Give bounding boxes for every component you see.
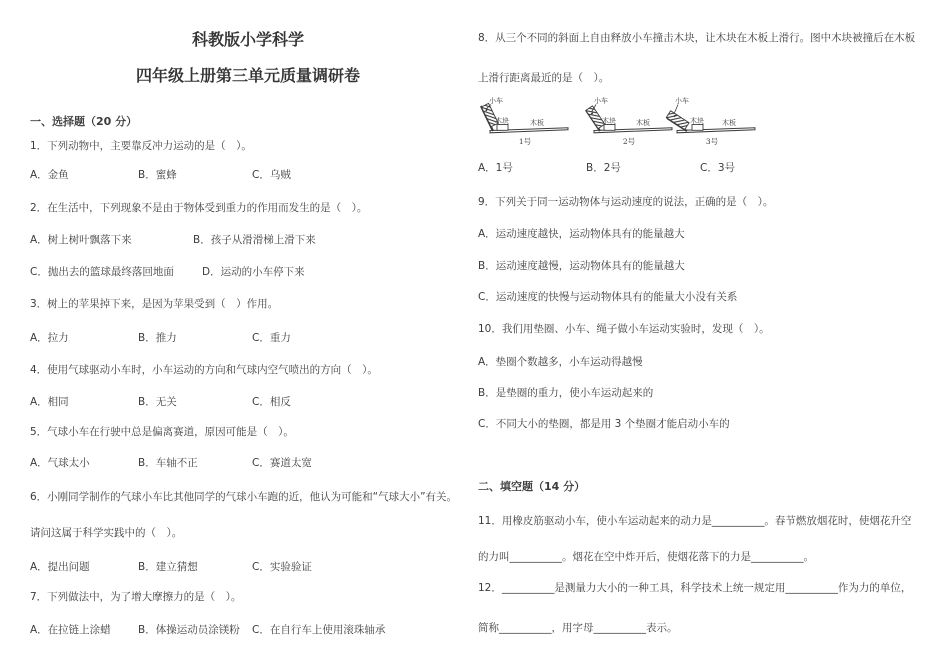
question-9-option-a: A．运动速度越快，运动物体具有的能量越大	[478, 228, 685, 240]
block-label: 木块	[602, 117, 616, 125]
ramp-2-figure	[582, 94, 677, 150]
option-b: B．建立猜想	[138, 561, 198, 573]
question-11-text-line2: 的力叫__________。烟花在空中炸开后，使烟花落下的力是__________。	[478, 551, 814, 563]
cart-arrow	[674, 105, 678, 115]
option-a: A．在拉链上涂蜡	[30, 624, 111, 636]
ramp-number: 2号	[622, 137, 636, 146]
option-c: C．抛出去的篮球最终落回地面	[30, 266, 174, 278]
section-2-heading: 二、填空题（14 分）	[478, 480, 586, 493]
board-label: 木板	[636, 119, 650, 127]
option-c: C．赛道太宽	[252, 457, 312, 469]
question-12-text-line1: 12．__________是测量力大小的一种工具，科学技术上统一规定用__________作为力的单位，	[478, 582, 912, 594]
option-b: B．体操运动员涂镁粉	[138, 624, 240, 636]
option-c: C．乌贼	[252, 169, 291, 181]
question-9-option-b: B．运动速度越慢，运动物体具有的能量越大	[478, 260, 685, 272]
option-a: A．树上树叶飘落下来	[30, 234, 132, 246]
option-d: D．运动的小车停下来	[202, 266, 305, 278]
option-c: C．相反	[252, 396, 291, 408]
board-label: 木板	[530, 119, 544, 127]
ramp-diagram-2	[582, 94, 677, 150]
ramp-diagram-1	[478, 94, 573, 150]
question-10-option-c: C．不同大小的垫圈，都是用 3 个垫圈才能启动小车的	[478, 418, 730, 430]
ramp-diagram-3	[665, 94, 760, 150]
block-shape	[497, 125, 508, 131]
option-b: B．孩子从滑滑梯上滑下来	[193, 234, 316, 246]
question-6-text-line2: 请问这属于科学实践中的（ ）。	[30, 527, 183, 539]
cart-shape	[666, 111, 689, 130]
option-b: B．车轴不正	[138, 457, 198, 469]
board-shape	[677, 128, 755, 133]
ramp-1-figure	[478, 94, 573, 150]
question-2-text: 2．在生活中，下列现象不是由于物体受到重力的作用而发生的是（ ）。	[30, 202, 368, 214]
page-title: 科教版小学科学	[191, 30, 304, 49]
question-8-diagrams	[478, 94, 778, 150]
question-1-text: 1．下列动物中，主要靠反冲力运动的是（ ）。	[30, 140, 252, 152]
section-1-heading: 一、选择题（20 分）	[30, 115, 138, 128]
question-10-option-b: B．是垫圈的重力，使小车运动起来的	[478, 387, 654, 399]
question-9-option-c: C．运动速度的快慢与运动物体具有的能量大小没有关系	[478, 291, 738, 303]
question-4-text: 4．使用气球驱动小车时，小车运动的方向和气球内空气喷出的方向（ ）。	[30, 364, 378, 376]
ramp-3-figure	[665, 94, 760, 150]
cart-label: 小车	[675, 97, 689, 105]
question-6-text-line1: 6．小刚同学制作的气球小车比其他同学的气球小车跑的近，他认为可能和“气球大小”有关。	[30, 491, 458, 503]
question-8-text-line2: 上滑行距离最近的是（ ）。	[478, 72, 610, 84]
cart-label: 小车	[489, 97, 503, 105]
question-10-text: 10．我们用垫圈、小车、绳子做小车运动实验时，发现（ ）。	[478, 323, 770, 335]
option-c: C．3号	[700, 162, 736, 174]
page-subtitle: 四年级上册第三单元质量调研卷	[135, 66, 360, 85]
ramp-number: 1号	[518, 137, 532, 146]
option-b: B．2号	[586, 162, 621, 174]
right-column	[478, 0, 943, 672]
option-c: C．在自行车上使用滚珠轴承	[252, 624, 386, 636]
option-b: B．无关	[138, 396, 177, 408]
option-a: A．金鱼	[30, 169, 69, 181]
question-9-text: 9．下列关于同一运动物体与运动速度的说法，正确的是（ ）。	[478, 196, 774, 208]
block-shape	[692, 125, 703, 131]
left-column	[30, 0, 466, 672]
question-7-text: 7．下列做法中，为了增大摩擦力的是（ ）。	[30, 591, 242, 603]
question-3-text: 3．树上的苹果掉下来，是因为苹果受到（ ）作用。	[30, 298, 279, 310]
option-a: A．相同	[30, 396, 69, 408]
option-a: A．气球太小	[30, 457, 90, 469]
block-label: 木块	[495, 117, 509, 125]
option-a: A．拉力	[30, 332, 69, 344]
block-shape	[604, 125, 615, 131]
question-12-text-line2: 简称__________，用字母__________表示。	[478, 622, 678, 634]
option-c: C．实验验证	[252, 561, 312, 573]
cart-label: 小车	[594, 97, 608, 105]
option-a: A．提出问题	[30, 561, 90, 573]
option-b: B．蜜蜂	[138, 169, 177, 181]
ramp-number: 3号	[705, 137, 719, 146]
question-10-option-a: A．垫圈个数越多，小车运动得越慢	[478, 356, 643, 368]
block-label: 木块	[690, 117, 704, 125]
question-11-text-line1: 11．用橡皮筋驱动小车，使小车运动起来的动力是__________。春节燃放烟花时，使烟花升空	[478, 515, 912, 527]
option-b: B．推力	[138, 332, 177, 344]
option-c: C．重力	[252, 332, 291, 344]
board-label: 木板	[722, 119, 736, 127]
question-5-text: 5．气球小车在行驶中总是偏离赛道，原因可能是（ ）。	[30, 426, 294, 438]
option-a: A．1号	[478, 162, 513, 174]
question-8-text-line1: 8．从三个不同的斜面上自由释放小车撞击木块，让木块在木板上滑行。图中木块被撞后在木板	[478, 32, 916, 44]
